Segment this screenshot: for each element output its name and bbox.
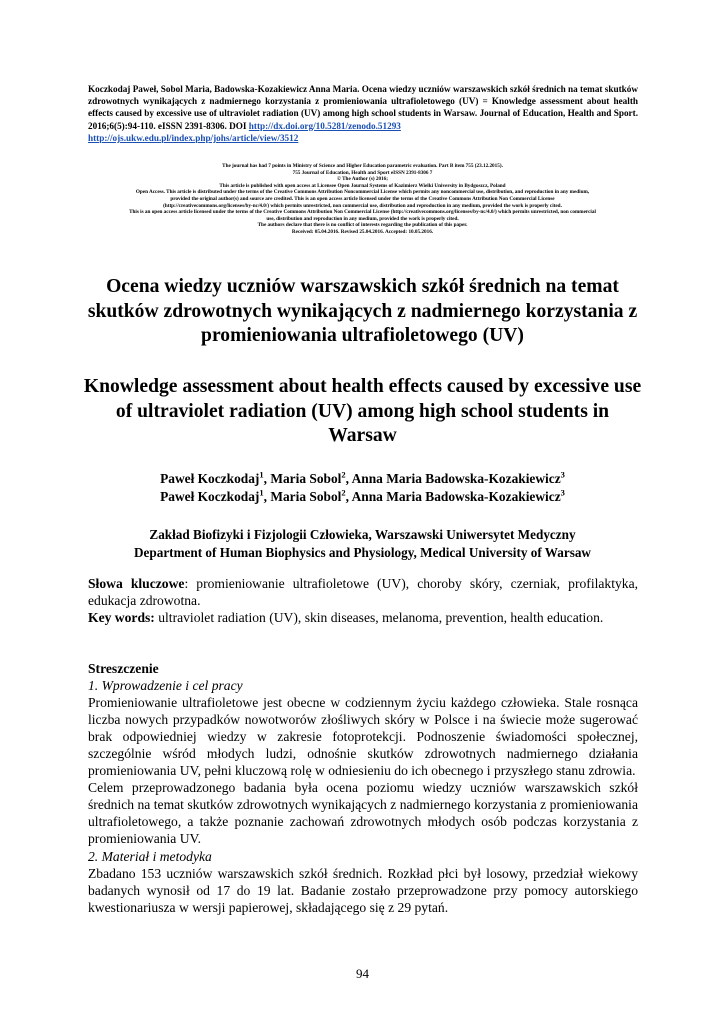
journal-info-line: Received: 05.04.2016. Revised 25.04.2016. Accepted: 10.05.2016. [291,228,434,235]
journal-info-line: 755 Journal of Education, Health and Sport eISSN 2391-8306 7 [292,169,433,176]
journal-info-line: The journal has had 7 points in Ministry of Science and Higher Education parametric evaluation. Part B item 755 (23.12.2015). [222,163,503,169]
abstract-paragraph: Promieniowanie ultrafioletowe jest obecne w codziennym życiu każdego człowieka. Stale rosnąca liczba nowych przypadków nowotworów złośliwych skóry w Polsce i na świecie może sugerować brak odpowiedniej wiedzy w zakresie fotoprotekcji. Podnoszenie świadomości społecznej, szczególnie wśród młodych ludzi, odnośnie skutków zdrowotnych nadmiernego działania promieniowania UV, pełni kluczową rolę w odniesieniu do ich obecnego i przyszłego stanu zdrowia. [88,695,638,779]
authors-line [80,488,645,505]
keywords-text: : promieniowanie ultrafioletowe (UV), choroby skóry, czerniak, profilaktyka, edukacja zdrowotna. [88,576,639,609]
keywords-text: ultraviolet radiation (UV), skin diseases, melanoma, prevention, health education. [154,610,604,625]
title-english: Knowledge assessment about health effects caused by excessive use of ultraviolet radiation (UV) among high school students in Warsaw [83,376,642,446]
author-superscript: 3 [560,487,565,498]
abstract-heading: Streszczenie [88,661,159,676]
author-superscript: 2 [341,469,346,480]
journal-info-line: (http://creativecommons.org/licenses/by-nc/4.0/) which permits unrestricted, non commercial use, distribution and reproduction in any medium, provided the work is properly cited. [163,202,562,209]
author-superscript: 3 [560,469,565,480]
affiliation-english: Department of Human Biophysics and Physiology, Medical University of Warsaw [134,545,591,560]
abstract [88,660,638,916]
author-name: Maria Sobol [270,489,342,504]
journal-info-line: use, distribution and reproduction in any medium, provided the work is properly cited. [266,215,459,222]
authors-line [80,470,645,487]
author-superscript: 1 [259,469,264,480]
citation-text: Koczkodaj Paweł, Sobol Maria, Badowska-Kozakiewicz Anna Maria. Ocena wiedzy uczniów warszawskich szkół średnich na temat skutków zdrowotnych wynikających z nadmiernego korzystania z promieniowania ultrafioletowego (UV) = Knowledge assessment about health effects caused by excessive use of ultraviolet radiation (UV) among high school students in Warsaw. Journal of Education, Health and Sport. 2016;6(5):94-110. eISSN 2391-8306. DOI [88,84,638,131]
author-name: Maria Sobol [270,471,342,486]
author-separator: , [263,471,271,486]
journal-info-line: The authors declare that there is no conflict of interests regarding the publication of this paper. [257,222,468,229]
author-separator: , [345,489,352,504]
journal-info-line: This is an open access article licensed under the terms of the Creative Commons Attribution Non Commercial License (http://creativecommons.org/licenses/by-nc/4.0/) which permits unrestricted, non commercial [129,209,596,216]
journal-info-line: provided the original author(s) and source are credited. This is an open access article licensed under the terms of the Creative Commons Attribution Non Commercial License [170,195,555,202]
author-name: Paweł Koczkodaj [160,471,260,486]
author-name: Anna Maria Badowska-Kozakiewicz [351,489,561,504]
author-separator: , [263,489,271,504]
keywords-english [88,609,638,626]
keywords-label: Key words: [88,610,155,625]
article-url-link[interactable]: http://ojs.ukw.edu.pl/index.php/johs/article/view/3512 [88,132,299,143]
journal-info [60,163,665,236]
title-polish: Ocena wiedzy uczniów warszawskich szkół średnich na temat skutków zdrowotnych wynikających z nadmiernego korzystania z promieniowania ultrafioletowego (UV) [87,276,638,346]
journal-info-line: This article is published with open access at Licensee Open Journal Systems of Kazimierz Wielki University in Bydgoszcz, Poland [219,182,506,189]
section-heading: 1. Wprowadzenie i cel pracy [88,678,243,694]
citation-block [88,83,638,144]
author-separator: , [345,471,352,486]
affiliation-polish: Zakład Biofizyki i Fizjologii Człowieka, Warszawski Uniwersytet Medyczny [149,527,576,542]
keywords-polish [88,575,638,609]
abstract-paragraph: Celem przeprowadzonego badania była ocena poziomu wiedzy uczniów warszawskich szkół średnich na temat skutków zdrowotnych wynikających z nadmiernego korzystania z promieniowania ultrafioletowego, a także poznanie zachowań zdrowotnych młodych osób podczas korzystania z promieniowania UV. [88,780,638,847]
abstract-paragraph: Zbadano 153 uczniów warszawskich szkół średnich. Rozkład płci był losowy, przedział wiekowy badanych wynosił od 17 do 19 lat. Badanie zostało przeprowadzone przy pomocy autorskiego kwestionariusza w wersji papierowej, składającego się z 29 pytań. [88,865,638,915]
doi-link[interactable]: http://dx.doi.org/10.5281/zenodo.51293 [248,120,401,131]
author-superscript: 1 [259,487,264,498]
section-heading: 2. Materiał i metodyka [88,848,212,864]
journal-info-line: © The Author (s) 2016; [337,176,388,183]
keywords-label: Słowa kluczowe [88,576,185,591]
author-superscript: 2 [341,487,346,498]
author-name: Anna Maria Badowska-Kozakiewicz [351,471,561,486]
author-name: Paweł Koczkodaj [160,489,260,504]
journal-info-line: Open Access. This article is distributed under the terms of the Creative Commons Attribution Noncommercial License which permits any noncommercial use, distribution, and reproduction in any medium, [135,189,590,196]
page-number: 94 [356,966,369,981]
